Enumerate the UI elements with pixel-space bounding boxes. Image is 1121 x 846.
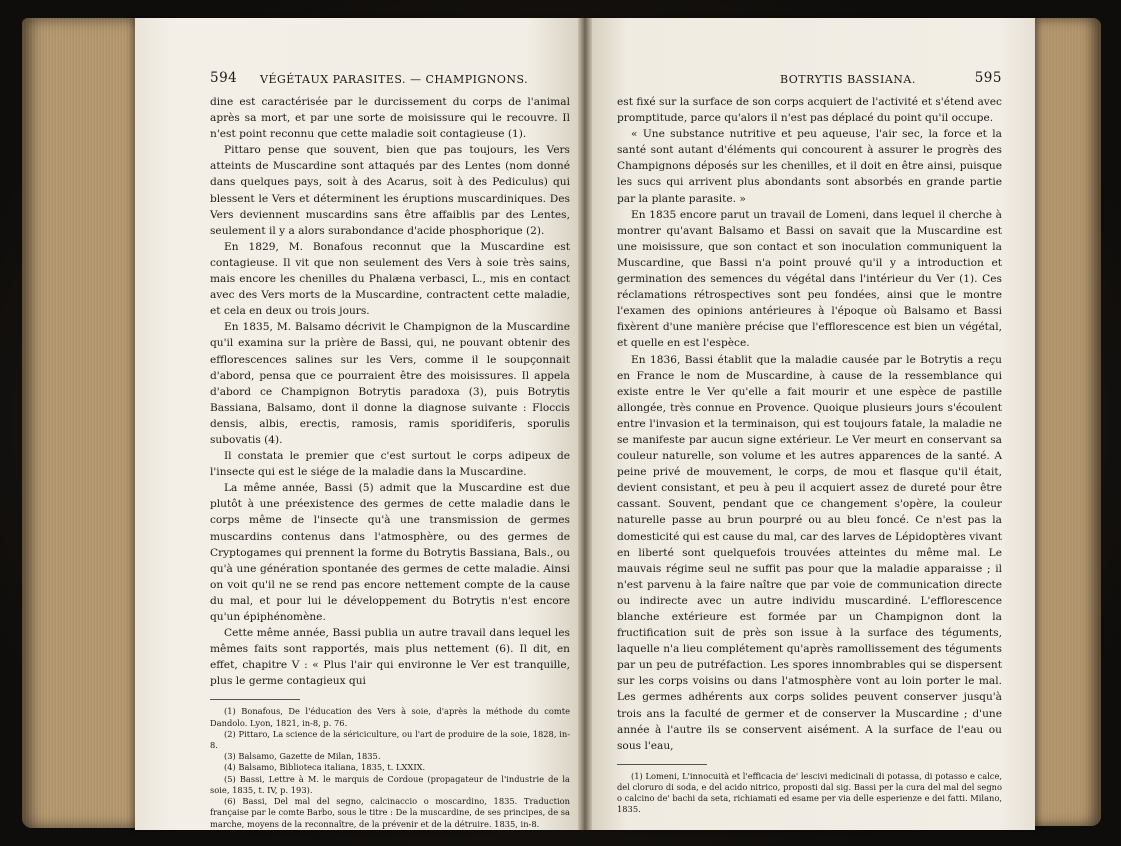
paragraph: Il constata le premier que c'est surtout le corps adipeux de l'insecte qui est le siége de la maladie dans la Muscardine.: [210, 450, 570, 479]
paragraph: dine est caractérisée par le durcissement du corps de l'animal après sa mort, et par une sorte de moisissure qui le recouvre. Il n'est point reconnu que cette maladie soit contagieuse (1).: [210, 96, 570, 141]
paragraph: Pittaro pense que souvent, bien que pas toujours, les Vers atteints de Muscardine sont attaqués par des Lentes (nom donné dans quelques pays, soit à des Acarus, soit à des Pediculus) qui blessent le Vers et déterminent les éruptions muscardiniques. Des Vers deviennent muscardins sans être affaiblis par des Lentes, seulement il y a alors surabondance d'acide phosphorique (2).: [210, 144, 570, 237]
left-page-body: [210, 94, 570, 830]
footnote-rule: [210, 699, 300, 700]
left-page-number: 594: [210, 70, 238, 86]
paragraph: « Une substance nutritive et peu aqueuse, l'air sec, la force et la santé sont autant d'éléments qui concourent à assurer le progrès des Champignons déposés sur les chenilles, et il doit en être ainsi, puisque les sucs qui arrivent plus abondants sont absorbés en grande partie par la plante parasite. »: [617, 128, 1002, 205]
footnote: (1) Bonafous, De l'éducation des Vers à soie, d'après la méthode du comte Dandolo. Lyon, 1821, in-8, p. 76.: [210, 706, 570, 728]
paragraph: En 1835 encore parut un travail de Lomeni, dans lequel il cherche à montrer qu'avant Balsamo et Bassi on savait que la Muscardine est une moisissure, que son contact et son inoculation communiquent la Muscardine, que Bassi n'a point prouvé qu'il y a introduction et germination des semences du végétal dans l'intérieur du Ver (1). Ces réclamations rétrospectives sont peu fondées, ainsi que le montre l'examen des opinions antérieures à l'époque où Balsamo et Bassi fixèrent d'une manière précise que l'efflorescence est bien un végétal, et quelle en est l'espèce.: [617, 208, 1002, 350]
right-page-body: [617, 94, 1002, 816]
paragraph: En 1835, M. Balsamo décrivit le Champignon de la Muscardine qu'il examina sur la prière de Bassi, qui, ne pouvant obtenir des efflorescences salines sur les Vers, comme il le soupçonnait d'abord, pensa que ce pourraient être des moisissures. Il appela d'abord ce Champignon Botrytis paradoxa (3), puis Botrytis Bassiana, Balsamo, dont il donne la diagnose suivante : Floccis densis, albis, erectis, ramosis, ramis sporidiferis, sporulis subovatis (4).: [210, 321, 570, 446]
paragraph: est fixé sur la surface de son corps acquiert de l'activité et s'étend avec promptitude, parce qu'alors il n'est pas déplacé du point qu'il occupe.: [617, 96, 1002, 125]
footnote-rule: [617, 764, 707, 765]
book-gutter: [578, 18, 592, 830]
right-running-head: BOTRYTIS BASSIANA.: [780, 73, 916, 86]
right-page-number: 595: [974, 70, 1002, 86]
right-page: [587, 18, 1035, 830]
footnote: (2) Pittaro, La science de la sériciculture, ou l'art de produire de la soie, 1828, in-8.: [210, 728, 570, 751]
footnote: (4) Balsamo, Biblioteca italiana, 1835, t. LXXIX.: [224, 762, 426, 773]
paragraph: Cette même année, Bassi publia un autre travail dans lequel les mêmes faits sont rapportés, mais plus nettement (6). Il dit, en effet, chapitre V : « Plus l'air qui environne le Ver est tranquille, plus le germe contagieux qui: [210, 627, 570, 688]
right-fore-edge: [1035, 18, 1101, 826]
right-page-header: [617, 72, 1002, 92]
footnote: (1) Lomeni, L'innocuità et l'efficacia de' lescivi medicinali di potassa, di potasso e calce, del cloruro di soda, e del acido nitrico, proposti dal sig. Bassi per la cura del mal del segno o calcino de' bachi da seta, richiamati ed esame per via delle esperienze e dei fatti. Milano, 1835.: [617, 770, 1002, 815]
footnote: (5) Bassi, Lettre à M. le marquis de Cordoue (propagateur de l'industrie de la soie, 1835, t. IV, p. 193).: [210, 773, 570, 795]
left-running-head: VÉGÉTAUX PARASITES. — CHAMPIGNONS.: [260, 73, 529, 86]
footnote: (3) Balsamo, Gazette de Milan, 1835.: [224, 751, 381, 762]
left-page-header: [210, 72, 560, 92]
left-page: [135, 18, 582, 830]
right-footnotes: [617, 771, 1002, 816]
left-footnotes: [210, 706, 570, 829]
paragraph: La même année, Bassi (5) admit que la Muscardine est due plutôt à une préexistence des germes de cette maladie dans le corps même de l'insecte qu'à une transmission de germes muscardins contenus dans l'atmosphère, ou des germes de Cryptogames qui prennent la forme du Botrytis Bassiana, Bals., ou qu'à une génération spontanée des germes de cette maladie. Ainsi on voit qu'il ne se rend pas encore nettement compte de la cause du mal, et pour lui le développement du Botrytis n'est encore qu'un épiphénomène.: [210, 482, 570, 623]
paragraph: En 1829, M. Bonafous reconnut que la Muscardine est contagieuse. Il vit que non seulement des Vers à soie très sains, mais encore les chenilles du Phalæna verbasci, L., mis en contact avec des Vers morts de la Muscardine, contractent cette maladie, et cela en deux ou trois jours.: [210, 240, 570, 318]
footnote: (6) Bassi, Del mal del segno, calcinaccio o moscardino, 1835. Traduction française par le comte Barbo, sous le titre : De la muscardine, de ses principes, de sa marche, moyens de la reconnaître, de la prévenir et de la détruire. 1835, in-8.: [210, 796, 570, 829]
paragraph: En 1836, Bassi établit que la maladie causée par le Botrytis a reçu en France le nom de Muscardine, à cause de la ressemblance qui existe entre le Ver qu'elle a fait mourir et une espèce de pastille allongée, très connue en Provence. Quoique plusieurs jours s'écoulent entre l'invasion et la terminaison, qui est toujours fatale, la maladie ne se manifeste par aucun signe extérieur. Le Ver meurt en conservant sa couleur naturelle, son volume et les autres apparences de la santé. A peine privé de mouvement, le corps, de mou et flasque qu'il était, devient consistant, et peu à peu il acquiert assez de dureté pour être cassant. Souvent, pendant que ce changement s'opère, la couleur naturelle passe au brun pourpré ou au bleu foncé. Ce n'est pas la domesticité qui est cause du mal, car des larves de Lépidoptères vivant en liberté sont quelquefois trouvées atteintes du même mal. Le mauvais régime seul ne suffit pas pour que la maladie apparaisse ; il n'est parvenu à la faire naître que par voie de communication directe ou indirecte avec un autre individu muscardiné. L'efflorescence blanche extérieure est formée par un Champignon dont la fructification suit de près son issue à la surface des téguments, laquelle n'a lieu complétement qu'après ramollissement des téguments par un peu de putréfaction. Les spores innombrables qui se dispersent sur les corps voisins ou dans l'atmosphère vont au loin porter le mal. Les germes adhérents aux corps solides peuvent conserver jusqu'à trois ans la faculté de germer et de conserver la Muscardine ; d'une année à l'autre ils se conservent aisément. A la surface de l'eau ou sous l'eau,: [617, 353, 1002, 752]
left-fore-edge: [22, 18, 142, 828]
